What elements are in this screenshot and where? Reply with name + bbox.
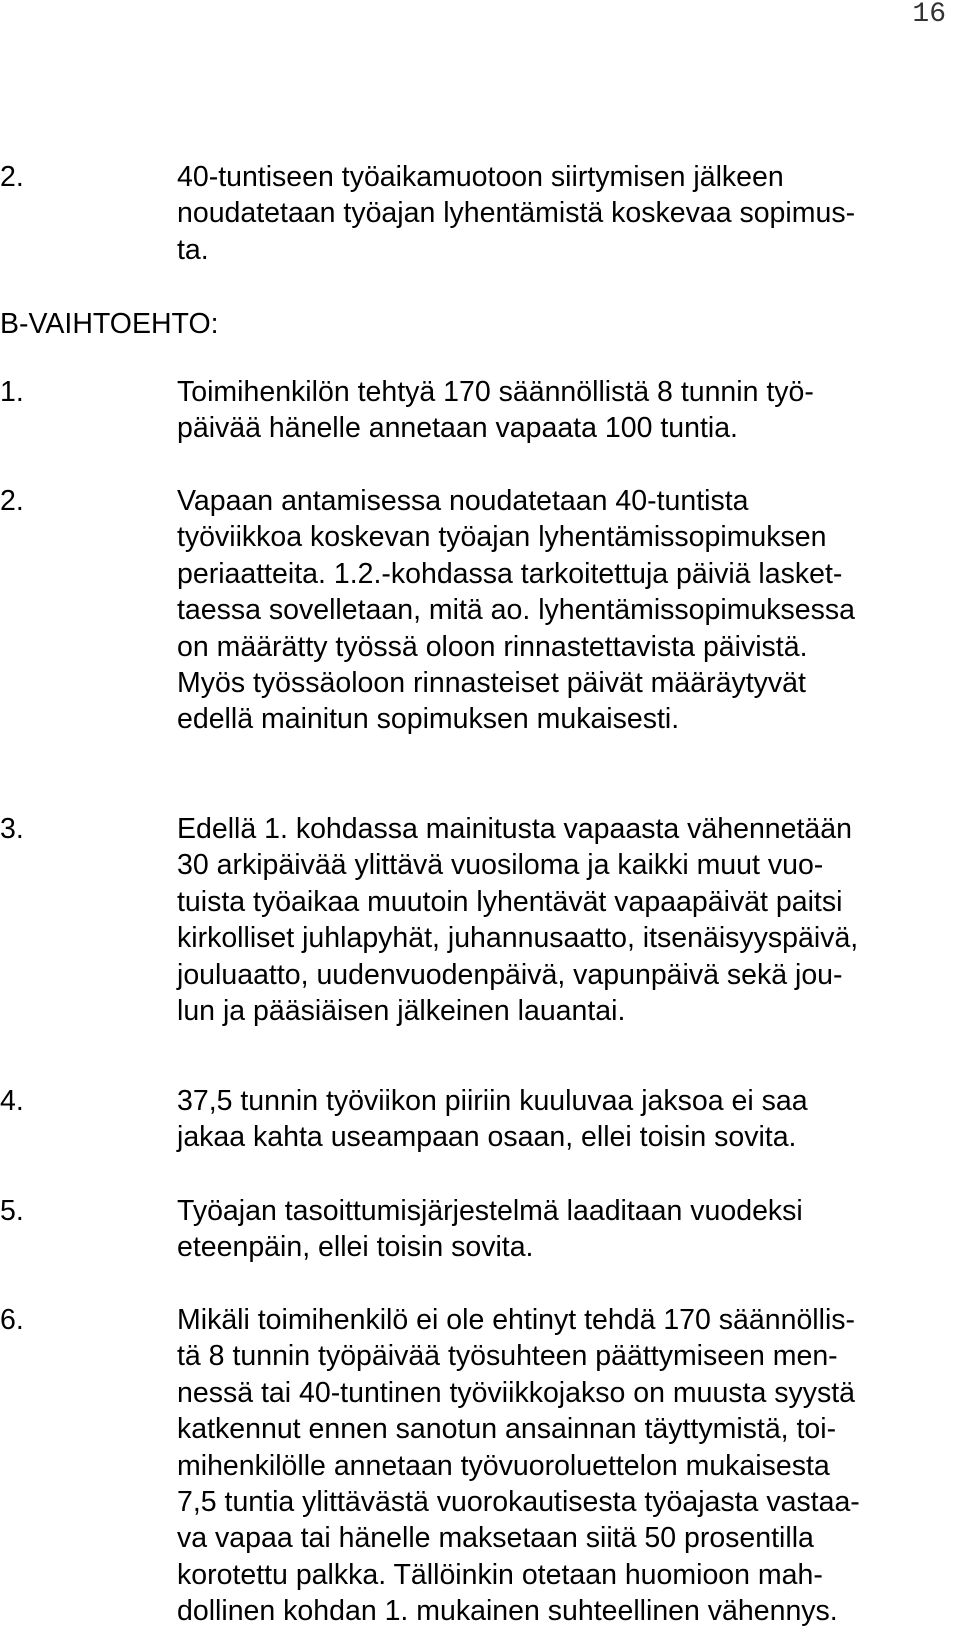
- list-item: [0, 159, 960, 268]
- list-item: [0, 1193, 960, 1266]
- item-number: 4.: [0, 1085, 24, 1117]
- item-4: [0, 1083, 960, 1156]
- item-6: [0, 1302, 960, 1630]
- list-item: [0, 483, 960, 738]
- text-line: taessa sovelletaan, mitä ao. lyhentämissopimuksessa: [177, 594, 856, 627]
- text-line: 40-tuntiseen työaikamuotoon siirtymisen jälkeen: [177, 161, 784, 193]
- text-line: mihenkilölle annetaan työvuoroluettelon mukaisesta: [177, 1449, 830, 1482]
- text-line: korotettu palkka. Tällöinkin otetaan huomioon mah-: [177, 1558, 823, 1591]
- text-line: periaatteita. 1.2.-kohdassa tarkoitettuja päiviä lasket-: [177, 557, 843, 590]
- text-line: 7,5 tuntia ylittävästä vuorokautisesta työajasta vastaa-: [177, 1486, 860, 1519]
- text-line: Myös työssäoloon rinnasteiset päivät määräytyvät: [177, 667, 806, 700]
- page-number: 16: [912, 0, 946, 30]
- text-line: 37,5 tunnin työviikon piiriin kuuluvaa jaksoa ei saa: [177, 1085, 808, 1117]
- list-item: [0, 374, 960, 447]
- text-line: dollinen kohdan 1. mukainen suhteellinen vähennys.: [177, 1595, 838, 1628]
- text-line: ta.: [177, 233, 209, 266]
- item-3: [0, 811, 960, 1029]
- text-line: jouluaatto, uudenvuodenpäivä, vapunpäivä sekä jou-: [177, 958, 843, 991]
- item-number: 3.: [0, 813, 24, 845]
- item-text: [177, 1193, 945, 1266]
- text-line: nessä tai 40-tuntinen työviikkojakso on muusta syystä: [177, 1376, 856, 1409]
- item-number: 2.: [0, 485, 24, 517]
- list-item: [0, 1083, 960, 1156]
- list-item: [0, 811, 960, 1029]
- text-line: jakaa kahta useampaan osaan, ellei toisin sovita.: [177, 1121, 797, 1154]
- item-text: [177, 374, 945, 447]
- text-line: Mikäli toimihenkilö ei ole ehtinyt tehdä 170 säännöllis-: [177, 1304, 856, 1336]
- text-line: tuista työaikaa muutoin lyhentävät vapaapäivät paitsi: [177, 885, 843, 918]
- item-text: [177, 159, 945, 268]
- item-1: [0, 374, 960, 447]
- item-text: [177, 811, 945, 1029]
- text-line: Vapaan antamisessa noudatetaan 40-tuntista: [177, 485, 749, 517]
- text-line: päivää hänelle annetaan vapaata 100 tuntia.: [177, 412, 738, 445]
- text-line: tä 8 tunnin työpäivää työsuhteen päättymiseen men-: [177, 1340, 838, 1373]
- text-line: eteenpäin, ellei toisin sovita.: [177, 1231, 534, 1264]
- text-line: edellä mainitun sopimuksen mukaisesti.: [177, 703, 680, 736]
- text-line: 30 arkipäivää ylittävä vuosiloma ja kaikki muut vuo-: [177, 849, 824, 882]
- item-5: [0, 1193, 960, 1266]
- text-line: kirkolliset juhlapyhät, juhannusaatto, itsenäisyyspäivä,: [177, 922, 859, 955]
- section-heading: B-VAIHTOEHTO:: [0, 308, 219, 340]
- intro-item: [0, 159, 960, 268]
- text-line: Toimihenkilön tehtyä 170 säännöllistä 8 tunnin työ-: [177, 376, 814, 408]
- item-number: 6.: [0, 1304, 24, 1336]
- text-line: Edellä 1. kohdassa mainitusta vapaasta vähennetään: [177, 813, 852, 845]
- text-line: katkennut ennen sanotun ansainnan täyttymistä, toi-: [177, 1413, 837, 1446]
- text-line: lun ja pääsiäisen jälkeinen lauantai.: [177, 995, 626, 1028]
- text-line: Työajan tasoittumisjärjestelmä laaditaan vuodeksi: [177, 1195, 803, 1227]
- item-2: [0, 483, 960, 738]
- text-line: työviikkoa koskevan työajan lyhentämissopimuksen: [177, 521, 827, 554]
- item-text: [177, 1302, 945, 1630]
- item-number: 1.: [0, 376, 24, 408]
- text-line: va vapaa tai hänelle maksetaan siitä 50 prosentilla: [177, 1522, 814, 1555]
- text-line: on määrätty työssä oloon rinnastettavista päivistä.: [177, 630, 808, 663]
- item-text: [177, 483, 945, 738]
- item-number: 5.: [0, 1195, 24, 1227]
- item-number: 2.: [0, 161, 24, 193]
- text-line: noudatetaan työajan lyhentämistä koskevaa sopimus-: [177, 197, 856, 230]
- list-item: [0, 1302, 960, 1630]
- item-text: [177, 1083, 945, 1156]
